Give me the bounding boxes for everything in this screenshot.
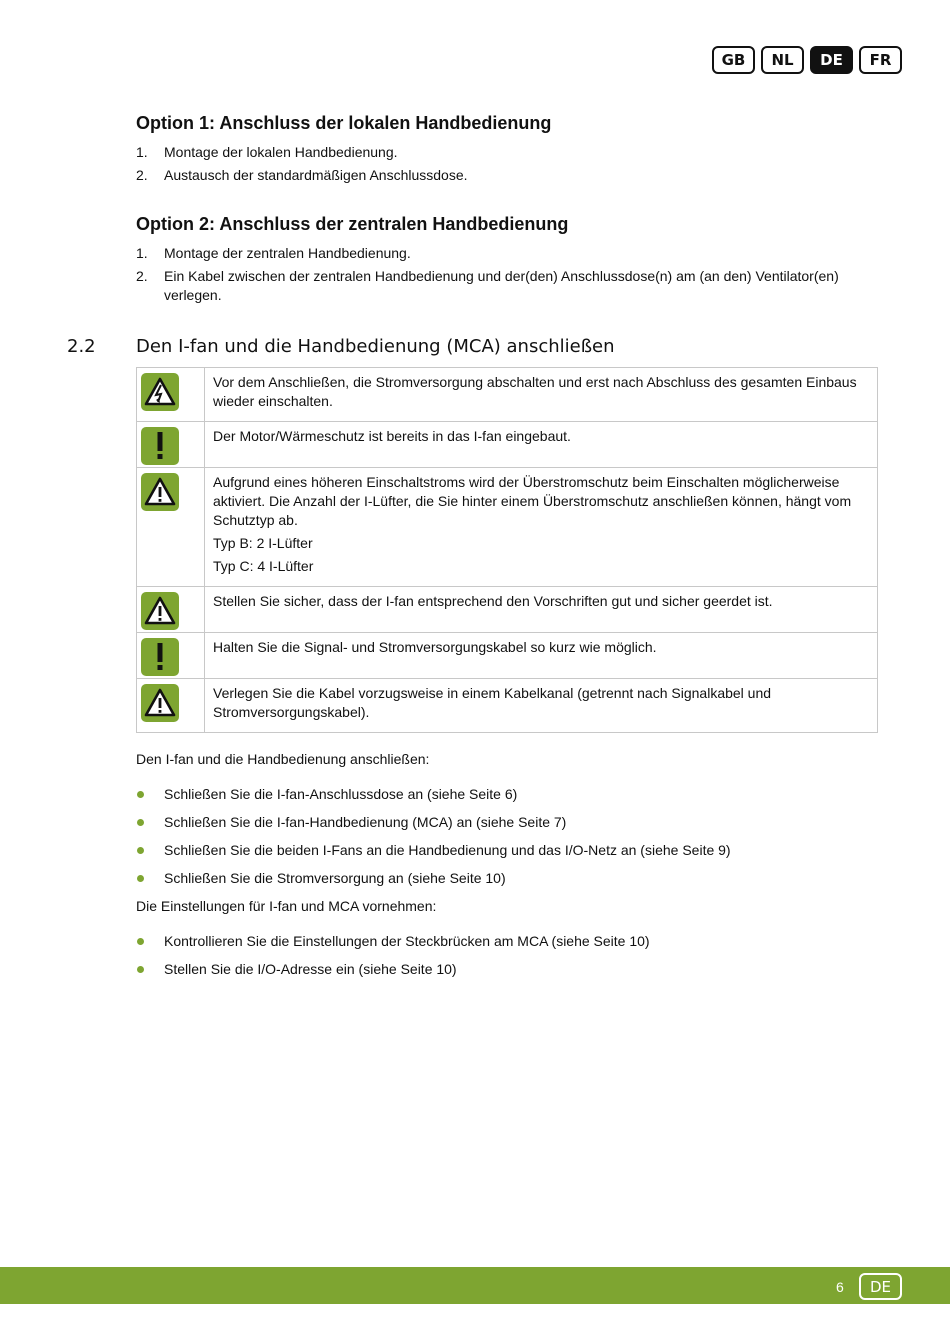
note-icon-cell — [137, 587, 205, 633]
list-item-text: Kontrollieren Sie die Einstellungen der Steckbrücken am MCA (siehe Seite 10) — [164, 933, 650, 949]
table-row — [137, 368, 878, 422]
list-item — [136, 813, 878, 841]
section-number: 2.2 — [67, 336, 96, 357]
list-item — [136, 785, 878, 813]
note-text — [205, 368, 878, 422]
warning-triangle-icon — [141, 684, 179, 722]
note-text — [205, 633, 878, 679]
bullet-icon — [137, 938, 144, 945]
list-item-text: Schließen Sie die Stromversorgung an (siehe Seite 10) — [164, 870, 506, 886]
language-tabs — [712, 46, 902, 74]
bullet-icon — [137, 966, 144, 973]
option2-heading: Option 2: Anschluss der zentralen Handbedienung — [136, 214, 569, 234]
note-line: Aufgrund eines höheren Einschaltstroms wird der Überstromschutz beim Einschalten möglicherweise aktiviert. Die Anzahl der I-Lüfter, die Sie hinter einem Überstromschutz anschließen können, hängt vom Schutztyp ab. — [213, 474, 852, 528]
table-row — [137, 468, 878, 587]
table-row — [137, 633, 878, 679]
note-line: Verlegen Sie die Kabel vorzugsweise in einem Kabelkanal (getrennt nach Signalkabel und Stromversorgungskabel). — [213, 685, 772, 720]
step-text: Austausch der standardmäßigen Anschlussdose. — [164, 167, 468, 183]
exclamation-icon — [141, 638, 179, 676]
step-number: 1. — [136, 144, 148, 160]
note-text — [205, 468, 878, 587]
bullet-icon — [137, 875, 144, 882]
list-item-text: Stellen Sie die I/O-Adresse ein (siehe Seite 10) — [164, 961, 457, 977]
note-line: Der Motor/Wärmeschutz ist bereits in das I-fan eingebaut. — [213, 428, 571, 444]
warning-triangle-icon — [141, 473, 179, 511]
safety-notes-table — [136, 367, 878, 733]
footer-bar — [0, 1267, 950, 1304]
list-item — [136, 244, 878, 263]
connect-list — [136, 785, 878, 897]
exclamation-icon — [141, 427, 179, 465]
step-number: 1. — [136, 245, 148, 261]
table-row — [137, 587, 878, 633]
footer-language-badge: DE — [859, 1273, 902, 1300]
list-item — [136, 166, 878, 185]
settings-intro: Die Einstellungen für I-fan und MCA vornehmen: — [136, 898, 437, 914]
warning-triangle-icon — [141, 592, 179, 630]
note-text — [205, 422, 878, 468]
step-text: Montage der lokalen Handbedienung. — [164, 144, 398, 160]
note-icon-cell — [137, 368, 205, 422]
note-line: Typ C: 4 I-Lüfter — [213, 558, 314, 574]
connect-intro: Den I-fan und die Handbedienung anschließen: — [136, 751, 430, 767]
list-item — [136, 932, 878, 960]
step-text: Ein Kabel zwischen der zentralen Handbedienung und der(den) Anschlussdose(n) am (an den) Ventilator(en) verlegen. — [164, 268, 839, 303]
page-number: 6 — [836, 1279, 844, 1295]
note-text — [205, 679, 878, 733]
note-icon-cell — [137, 679, 205, 733]
table-row — [137, 422, 878, 468]
list-item-text: Schließen Sie die I-fan-Handbedienung (MCA) an (siehe Seite 7) — [164, 814, 567, 830]
settings-list — [136, 932, 878, 988]
lang-tab-de[interactable]: DE — [810, 46, 853, 74]
list-item-text: Schließen Sie die beiden I-Fans an die Handbedienung und das I/O-Netz an (siehe Seite 9) — [164, 842, 731, 858]
electrical-warning-icon — [141, 373, 179, 411]
note-icon-cell — [137, 422, 205, 468]
list-item — [136, 143, 878, 162]
step-text: Montage der zentralen Handbedienung. — [164, 245, 411, 261]
list-item — [136, 841, 878, 869]
list-item — [136, 267, 878, 305]
option2-steps — [136, 244, 878, 309]
table-row — [137, 679, 878, 733]
list-item — [136, 869, 878, 897]
list-item-text: Schließen Sie die I-fan-Anschlussdose an (siehe Seite 6) — [164, 786, 518, 802]
note-line: Halten Sie die Signal- und Stromversorgungskabel so kurz wie möglich. — [213, 639, 657, 655]
bullet-icon — [137, 819, 144, 826]
step-number: 2. — [136, 268, 148, 284]
bullet-icon — [137, 847, 144, 854]
bullet-icon — [137, 791, 144, 798]
note-icon-cell — [137, 468, 205, 587]
note-line: Vor dem Anschließen, die Stromversorgung abschalten und erst nach Abschluss des gesamten Einbaus wieder einschalten. — [213, 374, 857, 409]
step-number: 2. — [136, 167, 148, 183]
option1-steps — [136, 143, 878, 189]
note-text — [205, 587, 878, 633]
note-line: Typ B: 2 I-Lüfter — [213, 535, 313, 551]
lang-tab-nl[interactable]: NL — [761, 46, 804, 74]
list-item — [136, 960, 878, 988]
lang-tab-fr[interactable]: FR — [859, 46, 902, 74]
note-icon-cell — [137, 633, 205, 679]
lang-tab-gb[interactable]: GB — [712, 46, 755, 74]
note-line: Stellen Sie sicher, dass der I-fan entsprechend den Vorschriften gut und sicher geerdet ist. — [213, 593, 773, 609]
option1-heading: Option 1: Anschluss der lokalen Handbedienung — [136, 113, 552, 133]
section-title: Den I-fan und die Handbedienung (MCA) anschließen — [136, 336, 615, 357]
